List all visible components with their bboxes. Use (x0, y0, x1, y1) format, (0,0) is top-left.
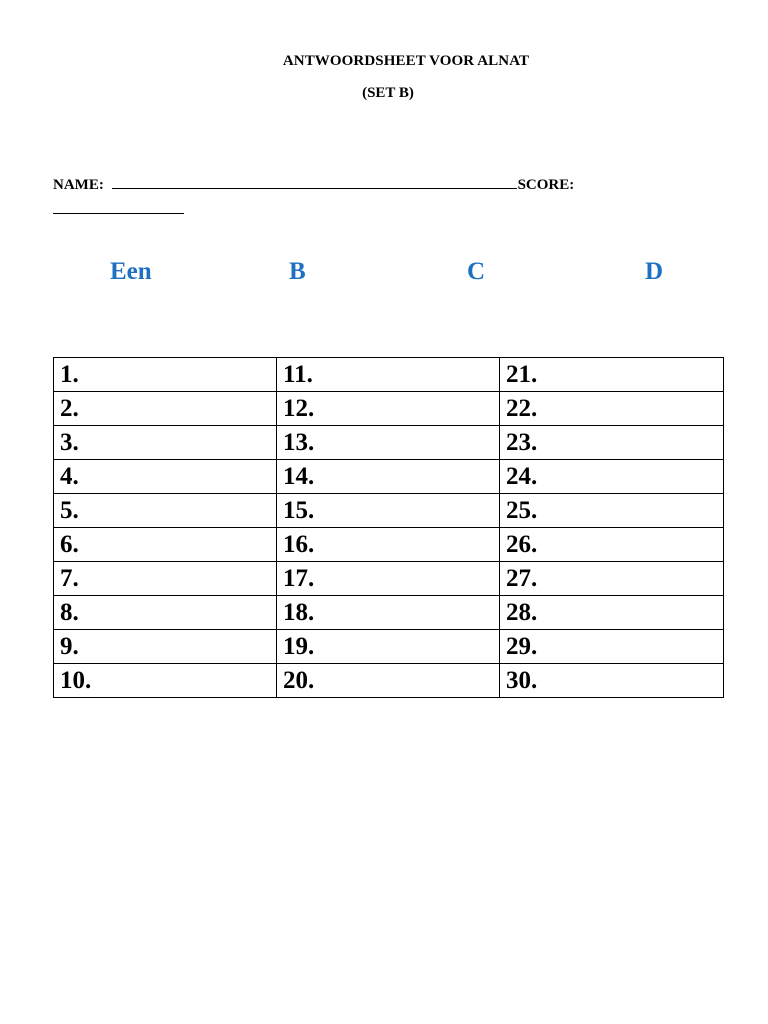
answer-cell: 27. (500, 562, 724, 596)
answer-cell: 3. (54, 426, 277, 460)
answer-cell: 11. (277, 358, 500, 392)
answer-cell: 2. (54, 392, 277, 426)
choice-d: D (645, 258, 664, 285)
name-score-line (53, 176, 574, 194)
answer-cell: 12. (277, 392, 500, 426)
page-subtitle: (SET B) (362, 85, 414, 101)
answer-cell: 17. (277, 562, 500, 596)
choice-letters (0, 258, 768, 294)
answer-cell: 5. (54, 494, 277, 528)
answer-table (53, 357, 724, 698)
score-blank-line (53, 213, 184, 214)
answer-cell: 26. (500, 528, 724, 562)
answer-cell: 28. (500, 596, 724, 630)
answer-cell: 19. (277, 630, 500, 664)
table-row (54, 494, 724, 528)
answer-cell: 4. (54, 460, 277, 494)
answer-cell: 8. (54, 596, 277, 630)
answer-cell: 10. (54, 664, 277, 698)
answer-cell: 15. (277, 494, 500, 528)
answer-cell: 14. (277, 460, 500, 494)
answer-cell: 29. (500, 630, 724, 664)
table-row (54, 460, 724, 494)
answer-cell: 18. (277, 596, 500, 630)
answer-cell: 16. (277, 528, 500, 562)
answer-cell: 25. (500, 494, 724, 528)
table-row (54, 426, 724, 460)
table-row (54, 562, 724, 596)
page-title: ANTWOORDSHEET VOOR ALNAT (282, 53, 530, 69)
answer-cell: 23. (500, 426, 724, 460)
answer-cell: 22. (500, 392, 724, 426)
table-row (54, 596, 724, 630)
answer-cell: 20. (277, 664, 500, 698)
name-blank-line (112, 176, 517, 189)
answer-cell: 30. (500, 664, 724, 698)
table-row (54, 358, 724, 392)
choice-c: C (467, 258, 486, 285)
name-label: NAME: (53, 177, 104, 193)
answer-cell: 9. (54, 630, 277, 664)
answer-cell: 24. (500, 460, 724, 494)
table-row (54, 392, 724, 426)
answer-cell: 13. (277, 426, 500, 460)
table-row (54, 664, 724, 698)
answer-cell: 6. (54, 528, 277, 562)
score-label: SCORE: (517, 177, 575, 193)
choice-b: B (289, 258, 306, 285)
choice-a: Een (110, 258, 152, 285)
answer-cell: 21. (500, 358, 724, 392)
answer-cell: 1. (54, 358, 277, 392)
table-row (54, 528, 724, 562)
answer-cell: 7. (54, 562, 277, 596)
table-row (54, 630, 724, 664)
